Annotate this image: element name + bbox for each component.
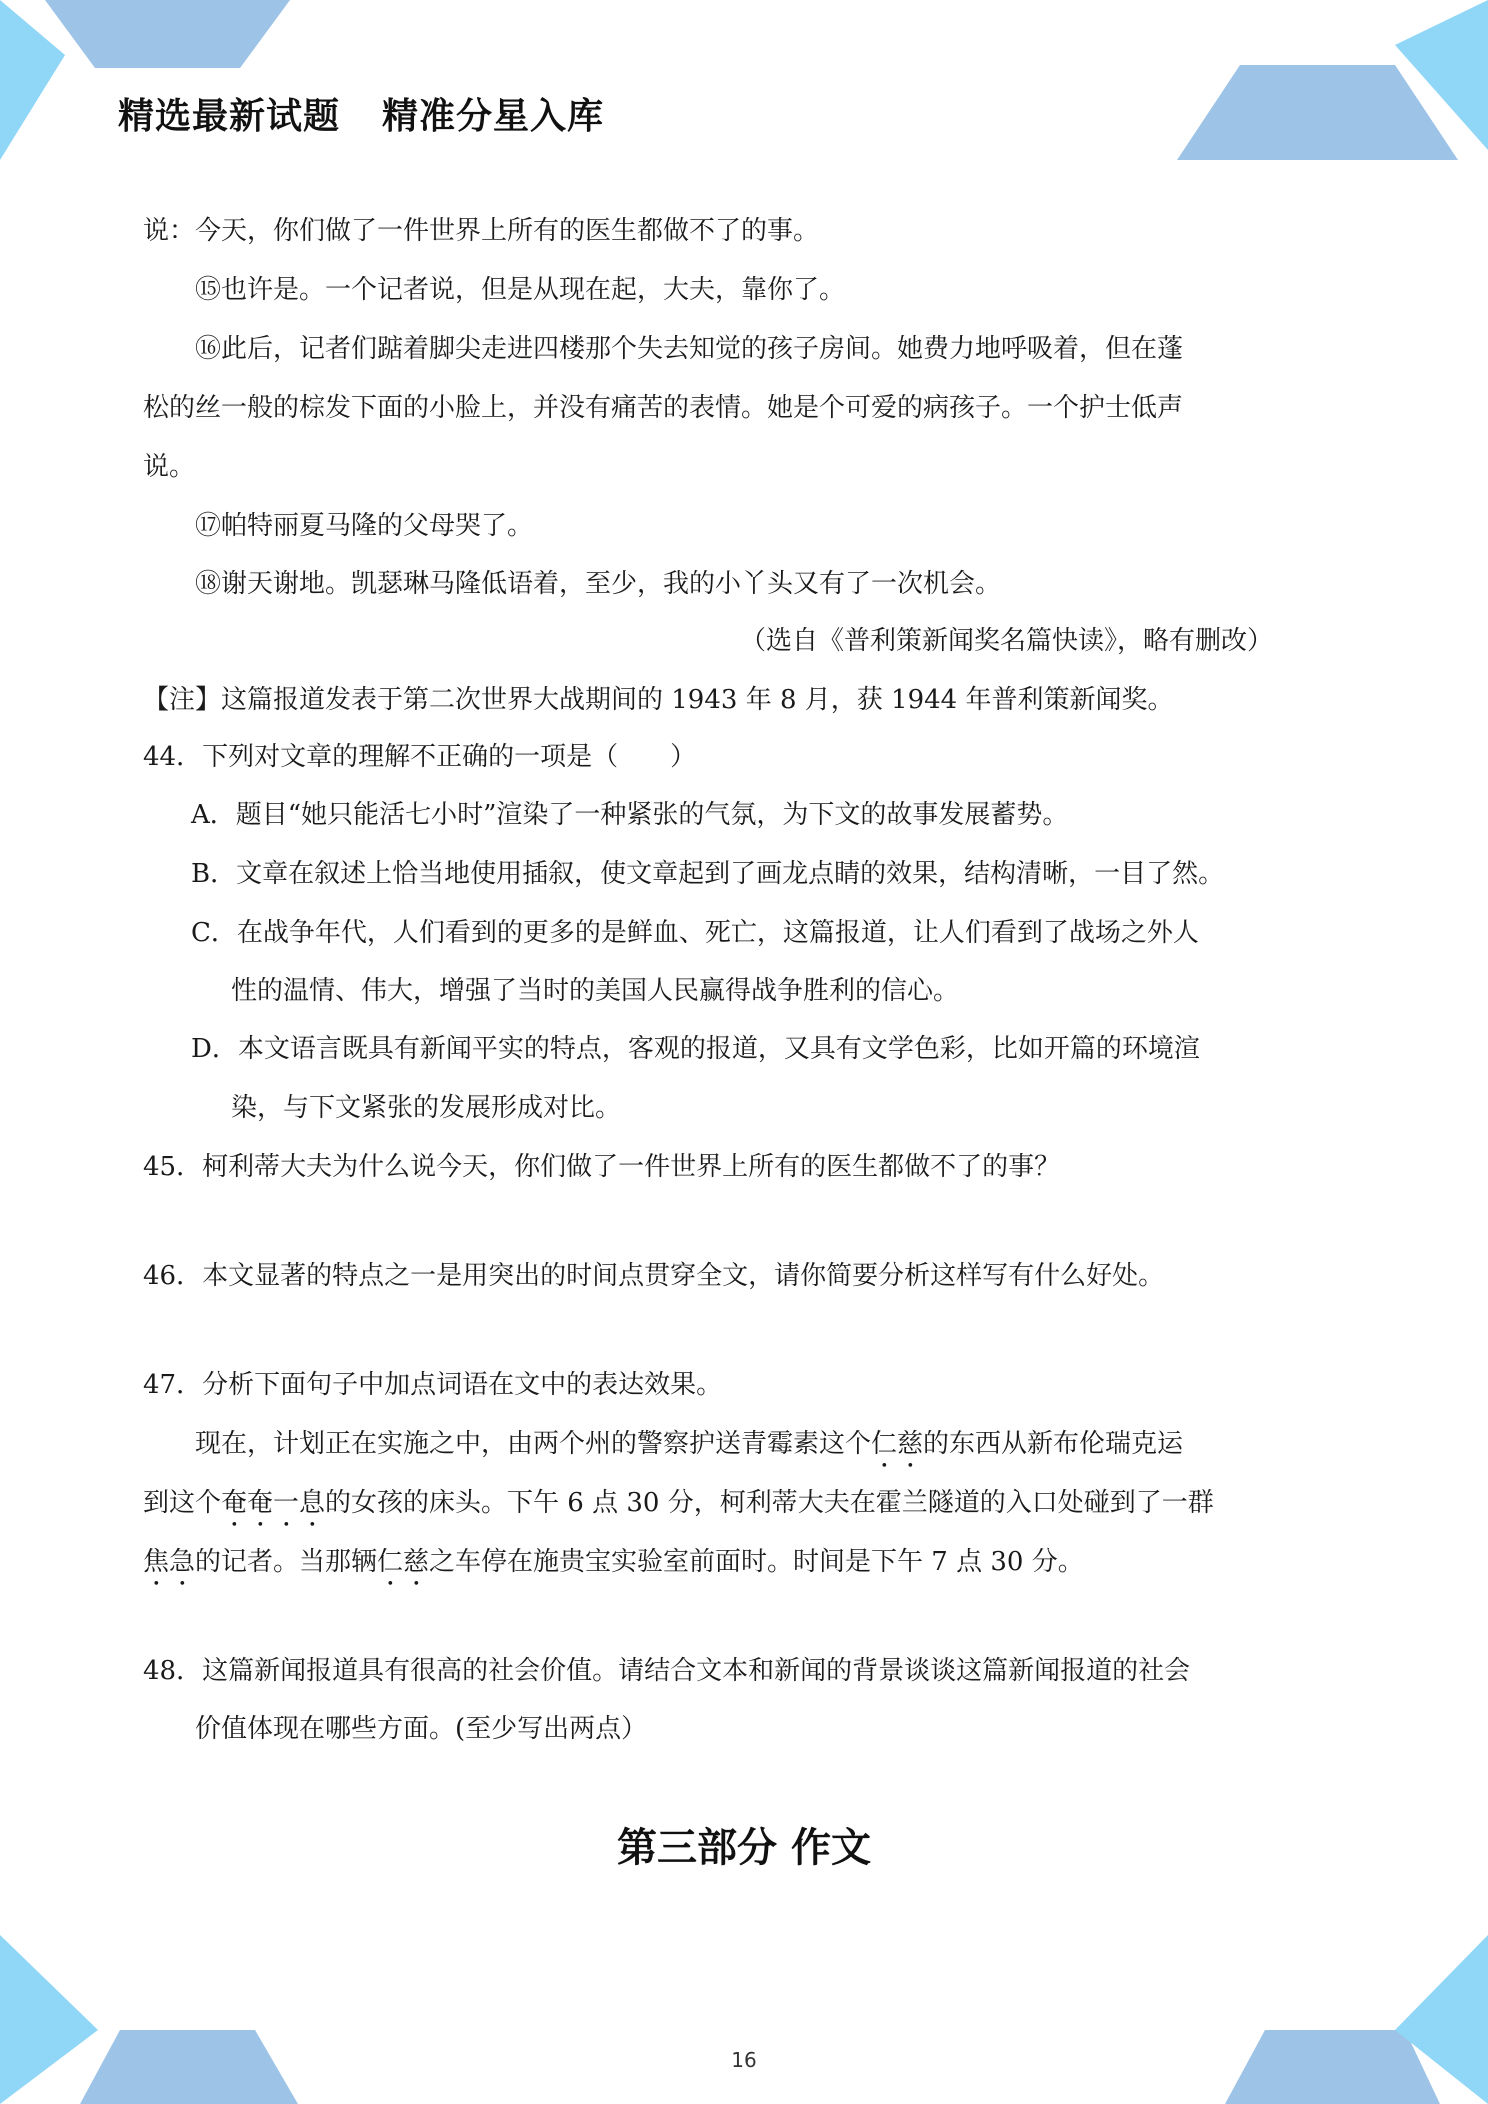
passage-text: 现在，计划正在实施之中，由两个州的警察护送青霉素这个 (195, 1429, 872, 1459)
question-48-line-2: 价值体现在哪些方面。(至少写出两点） (195, 1714, 648, 1744)
paragraph-16-line-2: 松的丝一般的棕发下面的小脸上，并没有痛苦的表情。她是个可爱的病孩子。一个护士低声 (143, 393, 1184, 423)
passage-text: 的记者。当那辆 (195, 1547, 378, 1577)
header-title-left: 精选最新试题 (118, 96, 341, 137)
question-47-passage-line-3 (143, 1545, 1084, 1592)
question-44-option-a: A．题目“她只能活七小时”渲染了一种紧张的气氛，为下文的故事发展蓄势。 (191, 800, 1069, 830)
header-title (118, 88, 604, 139)
question-44-option-d-line-1: D．本文语言既具有新闻平实的特点，客观的报道，又具有文学色彩，比如开篇的环境渲 (191, 1034, 1200, 1064)
question-45: 45．柯利蒂大夫为什么说今天，你们做了一件世界上所有的医生都做不了的事？ (143, 1152, 1061, 1182)
question-44-option-c-line-2: 性的温情、伟大，增强了当时的美国人民赢得战争胜利的信心。 (231, 976, 960, 1006)
question-44-stem: 44．下列对文章的理解不正确的一项是（ ） (143, 742, 697, 772)
emphasized-word-jiaoji: 焦急 (143, 1547, 196, 1577)
emphasized-word-yanyanyixi: 奄奄一息 (221, 1488, 326, 1518)
header-title-right: 精准分星入库 (382, 96, 605, 137)
emphasized-word-renci: 仁慈 (871, 1429, 924, 1459)
top-right-trapezoid-shape (1177, 65, 1458, 160)
paragraph-17: ⑰帕特丽夏马隆的父母哭了。 (195, 511, 534, 541)
question-46: 46．本文显著的特点之一是用突出的时间点贯穿全文，请你简要分析这样写有什么好处。 (143, 1261, 1165, 1291)
passage-text: 的女孩的床头。下午 6 点 30 分，柯利蒂大夫在霍兰隧道的入口处碰到了一群 (325, 1488, 1214, 1518)
paragraph-16-line-3: 说。 (143, 452, 196, 482)
passage-text: 到这个 (143, 1488, 222, 1518)
passage-text: 的东西从新布伦瑞克运 (923, 1429, 1184, 1459)
question-47-passage-line-1 (195, 1427, 1183, 1474)
source-citation: （选自《普利策新闻奖名篇快读》，略有删改） (740, 626, 1274, 656)
top-left-banner-shape (45, 0, 290, 68)
paragraph-15: ⑮也许是。一个记者说，但是从现在起，大夫，靠你了。 (195, 275, 846, 305)
question-47-passage-line-2 (143, 1486, 1214, 1533)
paragraph-18: ⑱谢天谢地。凯瑟琳马隆低语着，至少，我的小丫头又有了一次机会。 (195, 569, 1002, 599)
question-44-option-d-line-2: 染，与下文紧张的发展形成对比。 (231, 1093, 622, 1123)
question-48-line-1: 48．这篇新闻报道具有很高的社会价值。请结合文本和新闻的背景谈谈这篇新闻报道的社会 (143, 1656, 1191, 1686)
note: 【注】这篇报道发表于第二次世界大战期间的 1943 年 8 月，获 1944 年普利策新闻奖。 (143, 685, 1174, 715)
bottom-left-triangle-shape (0, 1935, 98, 2104)
page-number: 16 (731, 2048, 757, 2072)
paragraph-14-continued: 说：今天，你们做了一件世界上所有的医生都做不了的事。 (143, 216, 820, 246)
paragraph-16-line-1: ⑯此后，记者们踮着脚尖走进四楼那个失去知觉的孩子房间。她费力地呼吸着，但在蓬 (195, 334, 1184, 364)
question-47-stem: 47．分析下面句子中加点词语在文中的表达效果。 (143, 1370, 723, 1400)
question-44-option-c-line-1: C．在战争年代，人们看到的更多的是鲜血、死亡，这篇报道，让人们看到了战场之外人 (191, 918, 1199, 948)
top-left-triangle-shape (0, 0, 65, 160)
passage-text: 之车停在施贵宝实验室前面时。时间是下午 7 点 30 分。 (429, 1547, 1084, 1577)
section-title: 第三部分 作文 (617, 1825, 871, 1871)
question-44-option-b: B．文章在叙述上恰当地使用插叙，使文章起到了画龙点睛的效果，结构清晰，一目了然。 (191, 859, 1225, 889)
emphasized-word-renci: 仁慈 (377, 1547, 430, 1577)
